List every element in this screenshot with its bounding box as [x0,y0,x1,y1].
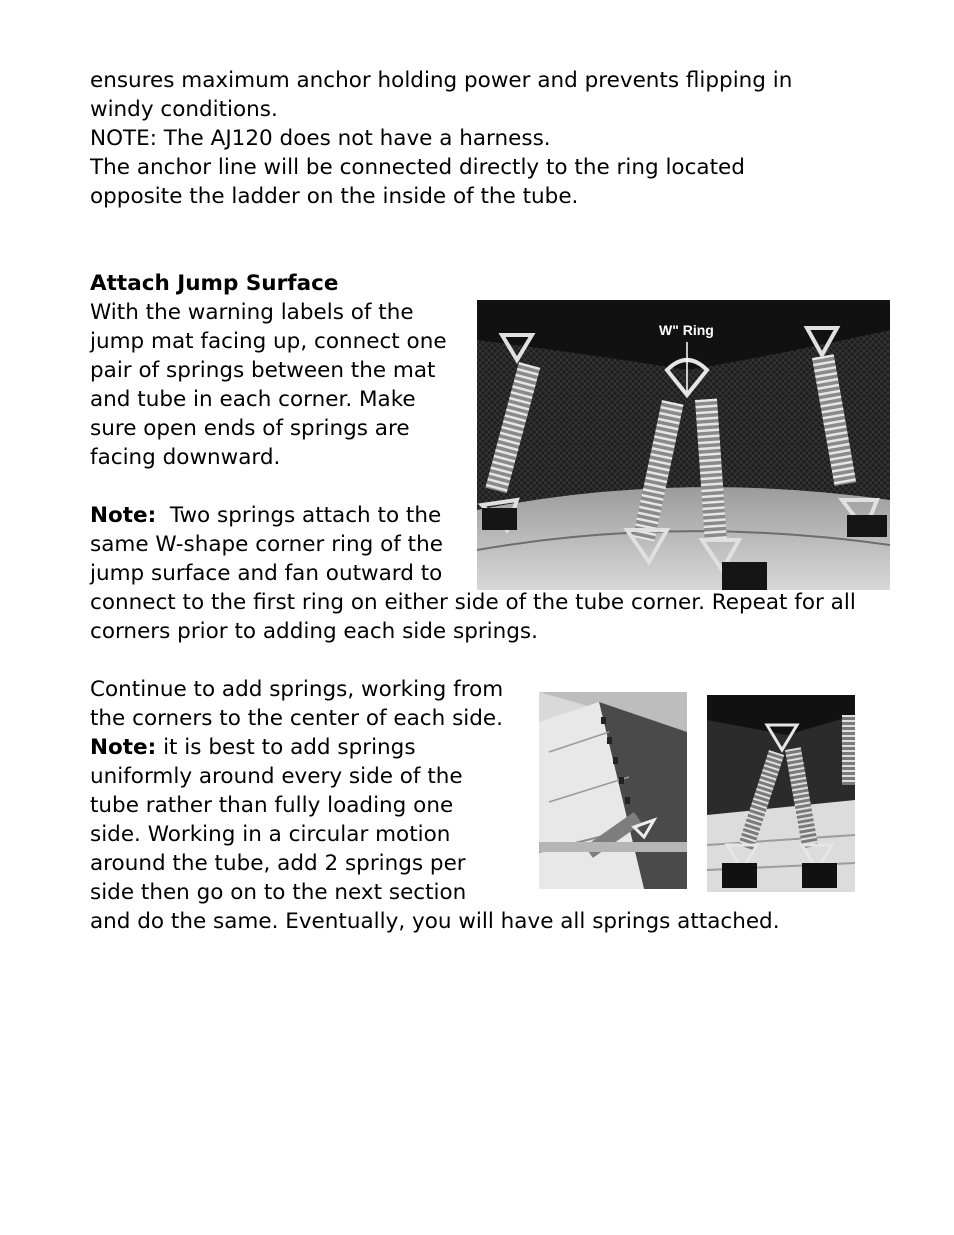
springs-w-ring-photo [477,300,890,590]
paragraph-line: tube rather than fully loading one [90,793,454,818]
intro-line: ensures maximum anchor holding power and prevents flipping in [90,68,793,93]
paragraph-line: and tube in each corner. Make [90,387,416,412]
paragraph-line: uniformly around every side of the [90,764,463,789]
paragraph-line: side. Working in a circular motion [90,822,451,847]
note-line: corners prior to adding each side springs. [90,619,538,644]
note-text: Two springs attach to the [156,503,442,528]
intro-line: The anchor line will be connected directly to the ring located [90,155,745,180]
note-line: connect to the first ring on either side of the tube corner. Repeat for all [90,590,856,615]
tube-side-illustration [539,692,687,889]
paragraph-line: around the tube, add 2 springs per [90,851,466,876]
intro-line: windy conditions. [90,97,278,122]
paragraph-line: facing downward. [90,445,281,470]
intro-note-line: NOTE: The AJ120 does not have a harness. [90,126,551,151]
paragraph-line: pair of springs between the mat [90,358,436,383]
note-label: Note: [90,503,157,528]
section-heading: Attach Jump Surface [90,271,339,296]
paragraph-line: side then go on to the next section [90,880,467,905]
note-line: jump surface and fan outward to [90,561,443,586]
paired-springs-photo [707,695,855,892]
spacer [90,646,890,675]
intro-line: opposite the ladder on the inside of the tube. [90,184,579,209]
paragraph-line: sure open ends of springs are [90,416,410,441]
paragraph-line: and do the same. Eventually, you will have all springs attached. [90,909,780,934]
paragraph-line: With the warning labels of the [90,300,414,325]
paragraph-line: the corners to the center of each side. [90,706,503,731]
paragraph-line: Continue to add springs, working from [90,677,504,702]
spacer [90,211,890,269]
paired-springs-illustration [707,695,855,892]
note-label: Note: [90,735,157,760]
note-line: same W-shape corner ring of the [90,532,443,557]
tube-side-springs-photo [539,692,687,889]
note-text: it is best to add springs [156,735,416,760]
springs-w-ring-illustration [477,300,890,590]
w-ring-label: W" Ring [659,322,714,338]
paragraph-line: jump mat facing up, connect one [90,329,447,354]
